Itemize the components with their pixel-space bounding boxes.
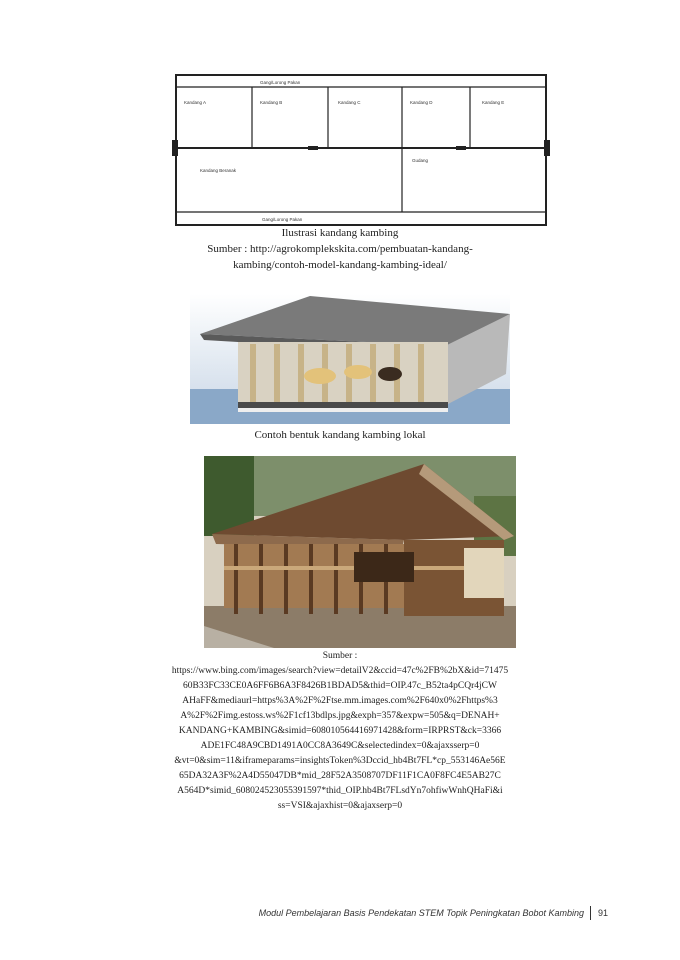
pen-e-label: Kandang E bbox=[482, 100, 505, 105]
figure3-source-line-10: ss=VSI&ajaxhist=0&ajaxserp=0 bbox=[277, 801, 403, 811]
pen-c-label: Kandang C bbox=[338, 100, 361, 105]
figure1-source-line2: kambing/contoh-model-kandang-kambing-ideal/ bbox=[233, 259, 447, 271]
figure3-source-line-6: ADE1FC48A9CBD1491A0CC8A3649C&selectedindex=0&ajaxsserp=0 bbox=[200, 741, 480, 751]
page-number: 91 bbox=[598, 908, 609, 918]
corridor-top-label: Gang/Lorong Pakan bbox=[260, 80, 301, 85]
figure3-source-line-9: A564D*simid_608024523055391597*thid_OIP.hb4Bt7FLsdYn7ohfiwWnhQHaFi&i bbox=[177, 786, 503, 796]
figure1-source-line1: Sumber : http://agrokomplekskita.com/pembuatan-kandang- bbox=[207, 243, 473, 255]
storage-label: Gudang bbox=[412, 158, 429, 163]
figure3-source-line-3: AHaFF&mediaurl=https%3A%2F%2Ftse.mm.images.com%2F640x0%2Fhttps%3 bbox=[182, 696, 498, 706]
figure3-source-line-8: 65DA32A3F%2A4D55047DB*mid_28F52A3508707DF11F1CA0F8FC4E5AB27C bbox=[179, 771, 501, 781]
pen-d-label: Kandang D bbox=[410, 100, 433, 105]
footer-divider bbox=[590, 906, 591, 920]
pen-b-label: Kandang B bbox=[260, 100, 283, 105]
figure2-caption: Contoh bentuk kandang kambing lokal bbox=[254, 429, 426, 441]
figure3-source-line-4: A%2F%2Fimg.estoss.ws%2F1cf13bdlps.jpg&exph=357&expw=505&q=DENAH+ bbox=[180, 711, 500, 721]
pen-a-label: Kandang A bbox=[184, 100, 207, 105]
figure3-source-line-7: &vt=0&sim=11&iframeparams=insightsToken%3Dccid_hb4Bt7FL*cp_553146Ae56E bbox=[174, 756, 506, 766]
floor-plan-diagram bbox=[170, 72, 552, 230]
figure3-source-line-5: KANDANG+KAMBING&simid=608010564416971428&form=IRPRST&ck=3366 bbox=[178, 726, 502, 736]
corridor-bottom-label: Gang/Lorong Pakan bbox=[262, 217, 303, 222]
figure3-source-line-2: 60B33FC33CE0A6FF6B6A3F8426B1BDAD5&thid=OIP.47c_B52ta4pCQr4jCW bbox=[183, 681, 497, 691]
figure1-caption: Ilustrasi kandang kambing bbox=[281, 227, 399, 239]
goat-pen-model-image bbox=[190, 294, 510, 424]
birth-pen-label: Kandang Beranak bbox=[200, 168, 237, 173]
goat-barn-photo bbox=[204, 456, 516, 648]
figure3-source-label: Sumber : bbox=[322, 651, 358, 661]
page-footer-text: Modul Pembelajaran Basis Pendekatan STEM Topik Peningkatan Bobot Kambing bbox=[258, 908, 584, 918]
figure3-source-line-1: https://www.bing.com/images/search?view=detailV2&ccid=47c%2FB%2bX&id=71475 bbox=[171, 666, 509, 676]
